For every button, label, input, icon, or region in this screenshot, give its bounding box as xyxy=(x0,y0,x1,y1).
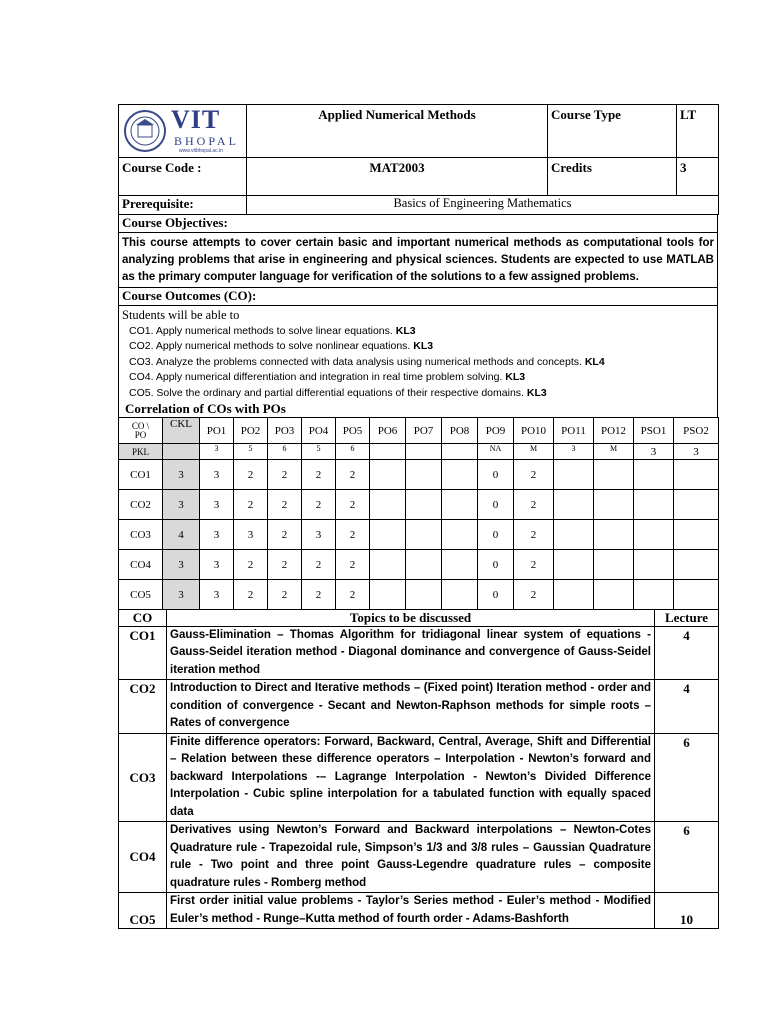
col-header: PO3 xyxy=(268,418,302,444)
po-cell: 2 xyxy=(268,490,302,520)
topics-header-row xyxy=(119,610,719,626)
objectives-text: This course attempts to cover certain basic and important numerical methods as computational tools for analyzing problems that arise in engineering and physical sciences. Students are expected to use MATLAB as the primary computer language for verification of the solutions to a few assigned problems. xyxy=(119,233,718,288)
correlation-heading: Correlation of COs with POs xyxy=(125,401,286,416)
pkl-cell: NA xyxy=(478,444,514,460)
topics-col-co: CO xyxy=(119,610,167,626)
po-cell xyxy=(554,520,594,550)
po-cell xyxy=(634,520,674,550)
po-cell: 2 xyxy=(234,550,268,580)
vit-seal-icon xyxy=(123,109,167,153)
po-cell: 2 xyxy=(514,490,554,520)
po-cell: 0 xyxy=(478,490,514,520)
po-cell xyxy=(442,490,478,520)
col-header: PSO2 xyxy=(674,418,719,444)
po-row xyxy=(119,460,719,490)
po-cell xyxy=(406,520,442,550)
col-header: PO12 xyxy=(594,418,634,444)
po-cell: 2 xyxy=(514,550,554,580)
po-cell xyxy=(370,490,406,520)
course-header-table xyxy=(118,104,719,196)
po-cell: 3 xyxy=(163,550,200,580)
po-header-row xyxy=(119,418,719,444)
po-cell xyxy=(634,460,674,490)
topic-co: CO1 xyxy=(119,626,167,680)
po-cell xyxy=(594,490,634,520)
pkl-cell: 3 xyxy=(634,444,674,460)
po-cell: 2 xyxy=(514,520,554,550)
po-cell xyxy=(674,550,719,580)
po-row-co: CO3 xyxy=(119,520,163,550)
course-title: Applied Numerical Methods xyxy=(247,105,548,158)
po-cell: 2 xyxy=(336,460,370,490)
col-header: PO2 xyxy=(234,418,268,444)
pkl-cell xyxy=(370,444,406,460)
po-cell xyxy=(674,460,719,490)
po-cell xyxy=(554,490,594,520)
po-cell xyxy=(370,550,406,580)
po-row xyxy=(119,490,719,520)
po-cell xyxy=(370,460,406,490)
po-cell xyxy=(370,580,406,610)
pkl-cell: 6 xyxy=(336,444,370,460)
topics-col-topics: Topics to be discussed xyxy=(167,610,655,626)
po-cell xyxy=(674,490,719,520)
po-row xyxy=(119,520,719,550)
pkl-row xyxy=(119,444,719,460)
topic-co: CO2 xyxy=(119,680,167,734)
vit-bhopal-logo xyxy=(119,105,247,158)
topic-row xyxy=(119,733,719,822)
po-cell: 3 xyxy=(200,580,234,610)
objectives-table xyxy=(118,215,718,307)
po-cell: 3 xyxy=(200,550,234,580)
po-cell xyxy=(634,580,674,610)
po-cell xyxy=(554,580,594,610)
po-cell: 2 xyxy=(514,580,554,610)
po-row-co: CO1 xyxy=(119,460,163,490)
course-code-label: Course Code : xyxy=(119,158,247,196)
pkl-cell: 3 xyxy=(200,444,234,460)
objectives-heading: Course Objectives: xyxy=(119,215,718,233)
col-header: PO4 xyxy=(302,418,336,444)
outcome-item: CO3. Analyze the problems connected with data analysis using numerical methods and concepts. KL4 xyxy=(129,355,605,368)
po-cell xyxy=(674,580,719,610)
topic-text: Derivatives using Newton’s Forward and Backward interpolations – Newton-Cotes Quadrature rule - Trapezoidal rule, Simpson’s 1/3 and 3/8 rules – Gaussian Quadrature rule - Two point and three point Gauss-Legendre quadrature rules – composite quadrature rules - Romberg method xyxy=(167,822,655,893)
po-cell: 2 xyxy=(268,550,302,580)
pkl-cell: M xyxy=(594,444,634,460)
topic-row xyxy=(119,626,719,680)
po-cell xyxy=(406,490,442,520)
po-cell xyxy=(594,580,634,610)
credits-value: 3 xyxy=(677,158,719,196)
po-cell: 0 xyxy=(478,460,514,490)
po-cell xyxy=(554,550,594,580)
topic-text: Gauss-Elimination – Thomas Algorithm for tridiagonal linear system of equations - Gauss-Seidel iteration method - Diagonal dominance and convergence of Gauss-Seidel iteration method xyxy=(167,626,655,680)
course-code-value: MAT2003 xyxy=(247,158,548,196)
col-header: PO8 xyxy=(442,418,478,444)
po-cell xyxy=(406,550,442,580)
po-row xyxy=(119,580,719,610)
topic-lecture: 6 xyxy=(655,822,719,893)
po-cell xyxy=(634,550,674,580)
prereq-label: Prerequisite: xyxy=(119,196,247,214)
outcomes-heading: Course Outcomes (CO): xyxy=(119,288,718,306)
po-cell xyxy=(442,550,478,580)
outcome-item: CO5. Solve the ordinary and partial differential equations of their respective domains. KL3 xyxy=(129,386,547,399)
po-cell: 3 xyxy=(234,520,268,550)
topic-row xyxy=(119,680,719,734)
po-cell xyxy=(594,550,634,580)
po-cell: 2 xyxy=(268,520,302,550)
po-cell: 0 xyxy=(478,550,514,580)
pkl-cell: 5 xyxy=(302,444,336,460)
po-row-co: CO4 xyxy=(119,550,163,580)
po-cell: 3 xyxy=(200,460,234,490)
topic-lecture: 10 xyxy=(655,893,719,929)
pkl-cell: M xyxy=(514,444,554,460)
outcomes-list xyxy=(118,306,718,417)
po-cell: 2 xyxy=(336,490,370,520)
col-header: CKL xyxy=(163,418,200,444)
po-cell: 2 xyxy=(234,580,268,610)
po-cell: 2 xyxy=(336,580,370,610)
corner-cell: CO \ PO xyxy=(119,418,163,444)
po-cell xyxy=(674,520,719,550)
po-cell xyxy=(594,520,634,550)
outcomes-intro: Students will be able to xyxy=(122,308,240,322)
logo-bhopal-text: BHOPAL xyxy=(174,134,239,148)
pkl-cell: 5 xyxy=(234,444,268,460)
po-cell: 3 xyxy=(302,520,336,550)
course-type-value: LT xyxy=(677,105,719,158)
po-cell: 2 xyxy=(268,460,302,490)
po-cell: 2 xyxy=(336,550,370,580)
topic-lecture: 4 xyxy=(655,626,719,680)
po-cell xyxy=(442,580,478,610)
po-correlation-table xyxy=(118,417,719,610)
prereq-value: Basics of Engineering Mathematics xyxy=(247,196,719,214)
logo-url-text: www.vitbhopal.ac.in xyxy=(179,148,223,154)
col-header: PO10 xyxy=(514,418,554,444)
po-cell: 2 xyxy=(302,460,336,490)
syllabus-page xyxy=(118,104,718,929)
topic-text: First order initial value problems - Taylor’s Series method - Euler’s method - Modified Euler’s method - Runge–Kutta method of fourth order - Adams-Bashforth xyxy=(167,893,655,929)
logo-vit-text: VIT xyxy=(171,105,221,134)
topic-lecture: 4 xyxy=(655,680,719,734)
po-cell xyxy=(554,460,594,490)
outcome-item: CO4. Apply numerical differentiation and integration in real time problem solving. KL3 xyxy=(129,371,526,383)
po-cell: 2 xyxy=(234,460,268,490)
pkl-cell: 3 xyxy=(554,444,594,460)
po-cell xyxy=(634,490,674,520)
credits-label: Credits xyxy=(548,158,677,196)
po-cell: 4 xyxy=(163,520,200,550)
topic-row xyxy=(119,822,719,893)
po-cell xyxy=(442,460,478,490)
topics-table xyxy=(118,610,719,929)
po-cell: 2 xyxy=(268,580,302,610)
po-cell: 3 xyxy=(163,490,200,520)
pkl-cell: 3 xyxy=(674,444,719,460)
po-row-co: CO2 xyxy=(119,490,163,520)
pkl-cell xyxy=(406,444,442,460)
col-header: PO9 xyxy=(478,418,514,444)
topics-col-lecture: Lecture xyxy=(655,610,719,626)
po-cell: 2 xyxy=(302,490,336,520)
topic-co: CO4 xyxy=(119,822,167,893)
topic-text: Introduction to Direct and Iterative methods – (Fixed point) Iteration method - order and condition of convergence - Secant and Newton-Raphson methods for simple roots – Rates of convergence xyxy=(167,680,655,734)
prereq-table xyxy=(118,196,719,215)
po-cell: 0 xyxy=(478,520,514,550)
po-cell xyxy=(594,460,634,490)
po-cell xyxy=(406,580,442,610)
po-cell xyxy=(442,520,478,550)
pkl-cell: 6 xyxy=(268,444,302,460)
po-cell: 2 xyxy=(234,490,268,520)
col-header: PO6 xyxy=(370,418,406,444)
po-cell: 3 xyxy=(163,580,200,610)
po-row xyxy=(119,550,719,580)
po-cell: 3 xyxy=(163,460,200,490)
col-header: PO5 xyxy=(336,418,370,444)
col-header: PO1 xyxy=(200,418,234,444)
topic-co: CO3 xyxy=(119,733,167,822)
col-header: PO11 xyxy=(554,418,594,444)
po-cell: 0 xyxy=(478,580,514,610)
po-cell xyxy=(370,520,406,550)
topic-row xyxy=(119,893,719,929)
topic-text: Finite difference operators: Forward, Backward, Central, Average, Shift and Differential – Relation between these difference operators – Interpolation - Newton’s forward and backward Interpolations -– Lagrange Interpolation - Newton’s Divided Difference Interpolation - Cubic spline interpolation for a tabulated function with equally spaced data xyxy=(167,733,655,822)
po-cell: 3 xyxy=(200,520,234,550)
pkl-label: PKL xyxy=(119,444,163,460)
topic-co: CO5 xyxy=(119,893,167,929)
po-cell xyxy=(406,460,442,490)
po-cell: 2 xyxy=(514,460,554,490)
po-cell: 2 xyxy=(336,520,370,550)
po-cell: 2 xyxy=(302,550,336,580)
outcome-item: CO1. Apply numerical methods to solve linear equations. KL3 xyxy=(129,324,416,337)
col-header: PO7 xyxy=(406,418,442,444)
po-cell: 3 xyxy=(200,490,234,520)
topic-lecture: 6 xyxy=(655,733,719,822)
po-cell: 2 xyxy=(302,580,336,610)
pkl-cell xyxy=(163,444,200,460)
col-header: PSO1 xyxy=(634,418,674,444)
outcome-item: CO2. Apply numerical methods to solve nonlinear equations. KL3 xyxy=(129,340,434,352)
course-type-label: Course Type xyxy=(548,105,677,158)
po-row-co: CO5 xyxy=(119,580,163,610)
pkl-cell xyxy=(442,444,478,460)
